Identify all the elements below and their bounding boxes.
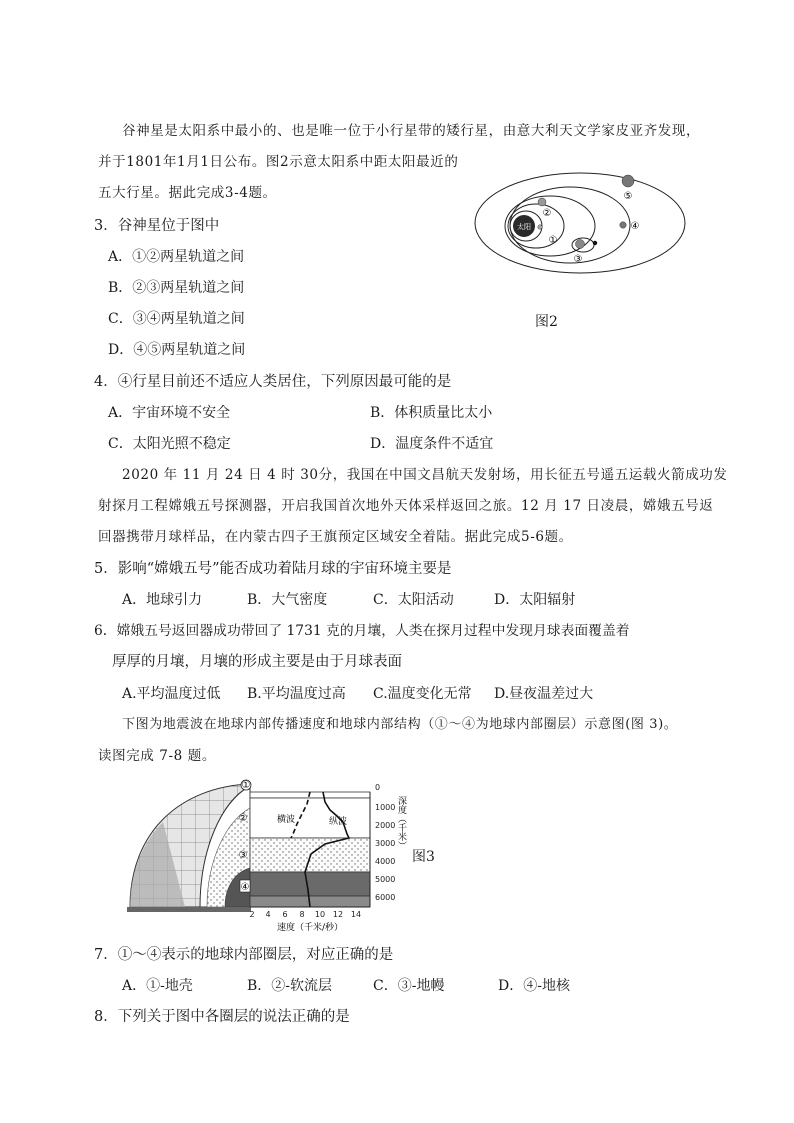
speed-tick-8: 8 [299, 910, 305, 919]
q6-option-c: C.温度变化无常 [373, 686, 472, 702]
q4-option-c: C．太阳光照不稳定 [108, 436, 231, 452]
q7-option-b: B．②-软流层 [247, 978, 333, 994]
depth-tick-1000: 1000 [375, 803, 396, 812]
passage3-line2: 读图完成 7-8 题。 [98, 748, 216, 764]
q7-option-d: D．④-地核 [498, 978, 570, 994]
speed-axis-title: 速度（千米/秒） [276, 923, 344, 933]
figure2-solar-system [470, 168, 695, 278]
q5-option-c: C．太阳活动 [373, 592, 454, 608]
speed-tick-12: 12 [332, 910, 344, 919]
layer-inner-core [250, 872, 370, 896]
q3-option-b: B．②③两星轨道之间 [108, 280, 245, 296]
s-wave-label: 横波 [277, 815, 296, 825]
q7-stem: 7．①～④表示的地球内部圈层，对应正确的是 [94, 947, 394, 963]
planet-label-3: ③ [573, 254, 583, 265]
q6-stem-line1: 6．嫦娥五号返回器成功带回了 1731 克的月壤，人类在探月过程中发现月球表面覆盖着 [94, 623, 630, 639]
sun-label: 太阳 [517, 223, 531, 231]
depth-tick-3000: 3000 [375, 839, 396, 848]
depth-tick-5000: 5000 [375, 875, 396, 884]
moon-icon [593, 241, 597, 245]
planet-1-icon [538, 225, 542, 229]
q4-option-a: A．宇宙环境不安全 [108, 405, 231, 421]
passage2-line1: 2020 年 11 月 24 日 4 时 30分，我国在中国文昌航天发射场，用长征五号遥五运载火箭成功发 [122, 467, 728, 483]
passage1-line2: 并于1801年1月1日公布。图2示意太阳系中距太阳最近的 [98, 154, 459, 170]
passage1-line1: 谷神星是太阳系中最小的、也是唯一位于小行星带的矮行星，由意大利天文学家皮亚齐发现， [122, 123, 701, 139]
q7-option-c: C．③-地幔 [373, 978, 445, 994]
q3-option-c: C．③④两星轨道之间 [108, 311, 245, 327]
figure2-caption: 图2 [535, 314, 558, 330]
speed-tick-6: 6 [282, 910, 288, 919]
planet-label-2: ② [542, 208, 552, 219]
depth-axis-title: 深度（千米） [396, 796, 406, 850]
speed-tick-2: 2 [249, 910, 255, 919]
layer-label-4: ④ [240, 882, 250, 893]
layer-label-3: ③ [238, 850, 248, 861]
speed-ticks [249, 910, 361, 919]
speed-tick-4: 4 [265, 910, 271, 919]
q7-option-a: A．①-地壳 [122, 978, 193, 994]
globe-base [127, 907, 251, 912]
planet-2-icon [538, 198, 546, 206]
depth-ticks [375, 783, 395, 902]
depth-tick-6000: 6000 [375, 893, 396, 902]
q5-option-b: B．大气密度 [247, 592, 328, 608]
q4-option-b: B．体积质量比太小 [370, 405, 493, 421]
planet-label-1: ① [548, 235, 558, 246]
planet-4-icon [620, 222, 626, 228]
passage3-line1: 下图为地震波在地球内部传播速度和地球内部结构（①～④为地球内部圈层）示意图(图 3)。 [122, 717, 678, 732]
passage2-line2: 射探月工程嫦娥五号探测器，开启我国首次地外天体采样返回之旅。12 月 17 日凌晨，嫦娥五号返 [98, 498, 714, 514]
q5-option-a: A．地球引力 [122, 592, 203, 608]
q6-stem-line2: 厚厚的月壤，月壤的形成主要是由于月球表面 [112, 654, 402, 670]
q6-option-d: D.昼夜温差过大 [494, 686, 594, 702]
layer-label-2: ② [238, 813, 248, 824]
q5-option-d: D．太阳辐射 [494, 592, 576, 608]
speed-tick-14: 14 [350, 910, 362, 919]
depth-tick-0: 0 [375, 783, 381, 792]
q6-option-b: B.平均温度过高 [247, 686, 346, 702]
layer-mantle-upper [250, 798, 370, 838]
speed-tick-10: 10 [314, 910, 326, 919]
q3-option-a: A．①②两星轨道之间 [108, 249, 245, 265]
q6-option-a: A.平均温度过低 [122, 686, 221, 702]
figure3-caption: 图3 [412, 849, 435, 865]
p-wave-label: 纵波 [329, 817, 348, 827]
q3-stem: 3．谷神星位于图中 [94, 218, 220, 234]
q8-stem: 8．下列关于图中各圈层的说法正确的是 [94, 1009, 350, 1025]
layer-label-1: ① [241, 780, 251, 791]
q4-option-d: D．温度条件不适宜 [370, 436, 494, 452]
q5-stem: 5．影响“嫦娥五号”能否成功着陆月球的宇宙环境主要是 [94, 561, 452, 577]
planet-label-4: ④ [630, 221, 640, 232]
q3-option-d: D．④⑤两星轨道之间 [108, 342, 246, 358]
planet-3-icon [576, 240, 585, 249]
planet-label-5: ⑤ [623, 191, 633, 202]
passage2-line3: 回器携带月球样品，在内蒙古四子王旗预定区域安全着陆。据此完成5-6题。 [98, 529, 573, 545]
q4-stem: 4．④行星目前还不适应人类居住，下列原因最可能的是 [94, 374, 452, 390]
depth-tick-4000: 4000 [375, 857, 396, 866]
depth-tick-2000: 2000 [375, 821, 396, 830]
passage1-line3: 五大行星。据此完成3-4题。 [98, 185, 277, 201]
planet-5-icon [622, 175, 634, 187]
figure3-earth-interior [125, 772, 415, 934]
